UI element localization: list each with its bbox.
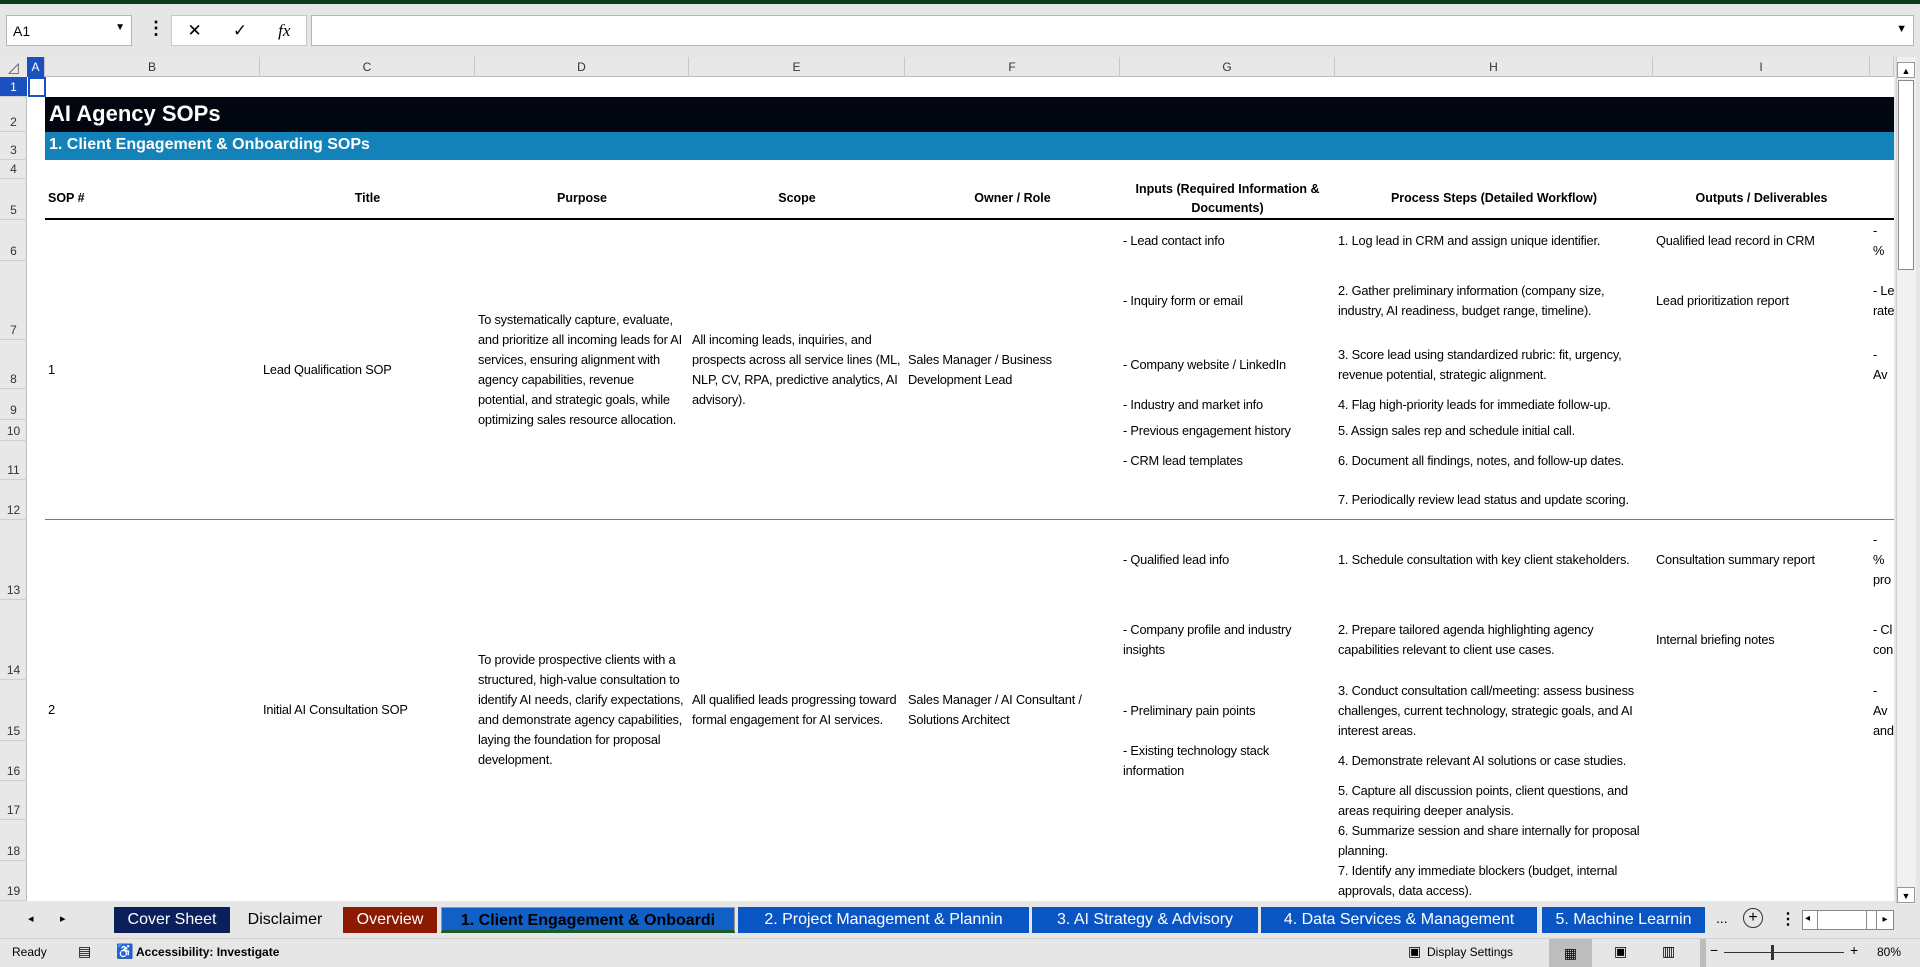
row-header-16[interactable]: 16 — [0, 741, 27, 781]
more-options-icon[interactable]: ⋮ — [1780, 911, 1796, 928]
sop-sop[interactable]: 1 — [48, 362, 55, 377]
sop-input[interactable]: - Lead contact info — [1123, 232, 1225, 248]
sop-purpose[interactable]: To provide prospective clients with a structured, high-value consultation to identify AI needs, clarify expectations, and demonstrate agency capabilities, laying the foundation for proposal development. — [478, 652, 684, 767]
column-header-D[interactable]: D — [475, 57, 689, 77]
horizontal-scroll-thumb[interactable] — [1817, 911, 1867, 929]
column-header-G[interactable]: G — [1120, 57, 1335, 77]
scroll-down-icon[interactable]: ▼ — [1897, 887, 1915, 903]
header-outputs: Outputs / Deliverables — [1653, 179, 1870, 220]
sop-process-step[interactable]: 5. Assign sales rep and schedule initial call. — [1338, 422, 1575, 438]
expand-formula-bar-icon[interactable]: ▼ — [1896, 23, 1907, 35]
column-header-A[interactable]: A — [27, 57, 45, 77]
row-header-15[interactable]: 15 — [0, 680, 27, 741]
sop-process-step[interactable]: 3. Conduct consultation call/meeting: assess business challenges, current technology, strategic goals, and AI interest areas. — [1338, 682, 1634, 738]
accessibility-status[interactable]: Accessibility: Investigate — [136, 945, 280, 959]
sheet-tab[interactable]: 5. Machine Learnin — [1542, 907, 1705, 933]
vertical-scroll-thumb[interactable] — [1898, 80, 1914, 270]
column-header-B[interactable]: B — [45, 57, 260, 77]
sop-input[interactable]: - CRM lead templates — [1123, 452, 1243, 468]
sop-input[interactable]: - Company website / LinkedIn — [1123, 356, 1286, 372]
sop-scope[interactable]: All incoming leads, inquiries, and prospects across all service lines (ML, NLP, CV, RPA, predictive analytics, AI advisory). — [692, 332, 901, 407]
header-purpose: Purpose — [475, 179, 689, 220]
display-settings-icon: ▣ — [1408, 943, 1422, 959]
sop-process-step[interactable]: 4. Flag high-priority leads for immediate follow-up. — [1338, 396, 1611, 412]
sop-scope[interactable]: All qualified leads progressing toward formal engagement for AI services. — [692, 692, 897, 727]
zoom-in-icon[interactable]: + — [1850, 942, 1859, 958]
status-bar — [0, 938, 1920, 966]
row-header-7[interactable]: 7 — [0, 261, 27, 340]
more-options-icon[interactable]: ⋮ — [147, 18, 165, 38]
sheet-tab[interactable]: Overview — [343, 907, 437, 933]
sop-input[interactable]: - Company profile and industry insights — [1123, 622, 1292, 657]
zoom-out-icon[interactable]: − — [1710, 942, 1719, 958]
display-settings-button[interactable]: Display Settings — [1427, 945, 1514, 959]
sheet-tab[interactable]: Cover Sheet — [114, 907, 230, 933]
scroll-up-icon[interactable]: ▲ — [1897, 62, 1915, 78]
row-header-1[interactable]: 1 — [0, 77, 27, 97]
sop-input[interactable]: - Existing technology stack information — [1123, 743, 1270, 778]
header-scope: Scope — [689, 179, 905, 220]
accessibility-icon: ♿ — [116, 943, 134, 959]
name-box[interactable] — [6, 15, 132, 46]
sop-input[interactable]: - Inquiry form or email — [1123, 292, 1243, 308]
row-header-17[interactable]: 17 — [0, 781, 27, 820]
prev-sheet-icon[interactable]: ◂ — [28, 913, 34, 925]
sop-kpi-partial[interactable]: - Le rate — [1873, 282, 1894, 318]
sop-sop[interactable]: 2 — [48, 702, 55, 717]
header-title: Title — [260, 179, 475, 220]
row-header-2[interactable]: 2 — [0, 97, 27, 132]
chevron-down-icon[interactable]: ▼ — [115, 22, 125, 33]
column-header-I[interactable]: I — [1653, 57, 1870, 77]
zoom-level[interactable]: 80% — [1877, 945, 1902, 959]
row-header-12[interactable]: 12 — [0, 480, 27, 520]
page-layout-view-icon[interactable]: ▣ — [1614, 943, 1628, 959]
sop-output[interactable]: Consultation summary report — [1656, 552, 1815, 567]
sop-title[interactable]: Lead Qualification SOP — [263, 362, 392, 377]
status-ready: Ready — [12, 945, 47, 959]
row-header-13[interactable]: 13 — [0, 520, 27, 600]
next-sheet-icon[interactable]: ▸ — [60, 913, 66, 925]
row-header-4[interactable]: 4 — [0, 160, 27, 179]
sheet-tab[interactable]: Disclaimer — [233, 907, 337, 933]
sop-process-step[interactable]: 4. Demonstrate relevant AI solutions or case studies. — [1338, 753, 1627, 768]
section-title: 1. Client Engagement & Onboarding SOPs — [45, 132, 1894, 160]
sop-input[interactable]: - Qualified lead info — [1123, 552, 1230, 567]
sop-process-step[interactable]: 2. Gather preliminary information (company size, industry, AI readiness, budget range, timeline). — [1338, 282, 1605, 318]
row-header-19[interactable]: 19 — [0, 861, 27, 901]
sop-input[interactable]: - Previous engagement history — [1123, 422, 1291, 438]
row-headers — [0, 77, 27, 901]
row-header-11[interactable]: 11 — [0, 441, 27, 480]
name-box-value: A1 — [13, 23, 31, 39]
macro-record-icon[interactable]: ▤ — [78, 943, 92, 959]
sop-process-step[interactable]: 6. Document all findings, notes, and follow-up dates. — [1338, 452, 1625, 468]
separator — [1700, 939, 1706, 967]
sheet-tab[interactable]: 1. Client Engagement & Onboardi — [441, 907, 735, 933]
row-header-8[interactable]: 8 — [0, 340, 27, 389]
sop-owner[interactable]: Sales Manager / AI Consultant / Solutions Architect — [908, 692, 1082, 727]
header-sop: SOP # — [45, 179, 260, 220]
sop-input[interactable]: - Industry and market info — [1123, 396, 1263, 412]
header-owner: Owner / Role — [905, 179, 1120, 220]
sop-kpi-partial[interactable]: - % — [1873, 222, 1885, 258]
header-inputs: Inputs (Required Information & Documents) — [1120, 179, 1335, 220]
column-header-C[interactable]: C — [260, 57, 475, 77]
enter-icon[interactable]: ✓ — [232, 20, 248, 40]
sop-process-step[interactable]: 7. Identify any immediate blockers (budget, internal approvals, data access). — [1338, 863, 1618, 898]
column-header-E[interactable]: E — [689, 57, 905, 77]
sop-process-step[interactable]: 1. Log lead in CRM and assign unique identifier. — [1338, 232, 1601, 248]
sop-process-step[interactable]: 2. Prepare tailored agenda highlighting agency capabilities relevant to client use cases. — [1338, 622, 1594, 657]
sheet-tab[interactable]: 3. AI Strategy & Advisory — [1032, 907, 1258, 933]
sop-output[interactable]: Internal briefing notes — [1656, 632, 1775, 647]
row-header-9[interactable]: 9 — [0, 389, 27, 420]
sop-process-step[interactable]: 1. Schedule consultation with key client stakeholders. — [1338, 552, 1630, 567]
sheet-tab[interactable]: 2. Project Management & Plannin — [738, 907, 1029, 933]
active-cell-a1[interactable] — [28, 77, 46, 97]
header-partial — [1870, 179, 1894, 220]
normal-view-icon[interactable]: ▦ — [1549, 939, 1592, 967]
row-header-5[interactable]: 5 — [0, 179, 27, 220]
sop-kpi-partial[interactable]: - % pro — [1873, 532, 1891, 587]
title-bar-strip — [0, 0, 1920, 4]
row-header-3[interactable]: 3 — [0, 132, 27, 160]
formula-buttons — [171, 15, 307, 46]
page-break-preview-icon[interactable]: ▥ — [1662, 943, 1676, 959]
row-header-6[interactable]: 6 — [0, 220, 27, 261]
scroll-right-icon[interactable]: ▸ — [1876, 910, 1894, 930]
header-steps: Process Steps (Detailed Workflow) — [1335, 179, 1653, 220]
formula-input[interactable] — [311, 15, 1914, 46]
sheet-tab[interactable]: 4. Data Services & Management — [1261, 907, 1537, 933]
cancel-icon[interactable]: ✕ — [187, 20, 202, 40]
sop-purpose[interactable]: To systematically capture, evaluate, and prioritize all incoming leads for AI services, ensuring alignment with agency capabilities, revenue potential, and strategic goals, while optimizing sales resource allocation. — [478, 312, 682, 427]
scroll-left-icon[interactable]: ◂ — [1805, 913, 1811, 924]
worksheet-grid[interactable] — [0, 77, 1894, 901]
sop-process-step[interactable]: 7. Periodically review lead status and update scoring. — [1338, 492, 1629, 507]
sop-input[interactable]: - Preliminary pain points — [1123, 702, 1256, 718]
sop-owner[interactable]: Sales Manager / Business Development Lead — [908, 352, 1052, 387]
sop-output[interactable]: Qualified lead record in CRM — [1656, 232, 1815, 248]
column-header-H[interactable]: H — [1335, 57, 1653, 77]
select-all-button[interactable]: ◿ — [0, 57, 27, 77]
sop-kpi-partial[interactable]: - Av — [1873, 346, 1888, 382]
sop-kpi-partial[interactable]: - Cl con — [1873, 622, 1894, 657]
sop-output[interactable]: Lead prioritization report — [1656, 292, 1789, 308]
zoom-slider-thumb[interactable] — [1771, 945, 1774, 960]
column-header-F[interactable]: F — [905, 57, 1120, 77]
sheet-tab-bar — [0, 904, 1920, 936]
column-headers — [0, 57, 1894, 77]
sop-process-step[interactable]: 6. Summarize session and share internally for proposal planning. — [1338, 822, 1640, 858]
more-tabs[interactable]: ... — [1716, 910, 1728, 926]
sheet-title: AI Agency SOPs — [45, 97, 1894, 132]
column-header-partial[interactable] — [1870, 57, 1894, 77]
row-header-14[interactable]: 14 — [0, 600, 27, 680]
sop-process-step[interactable]: 5. Capture all discussion points, client questions, and areas requiring deeper analysis. — [1338, 782, 1628, 818]
insert-function-icon[interactable]: fx — [278, 20, 291, 40]
sop-process-step[interactable]: 3. Score lead using standardized rubric: fit, urgency, revenue potential, strategic alignment. — [1338, 346, 1622, 382]
sop-title[interactable]: Initial AI Consultation SOP — [263, 702, 408, 717]
add-sheet-icon[interactable]: + — [1743, 908, 1763, 928]
row-header-18[interactable]: 18 — [0, 820, 27, 861]
sop-kpi-partial[interactable]: - Av and — [1873, 682, 1894, 738]
zoom-slider[interactable] — [1724, 952, 1844, 953]
row-header-10[interactable]: 10 — [0, 420, 27, 441]
